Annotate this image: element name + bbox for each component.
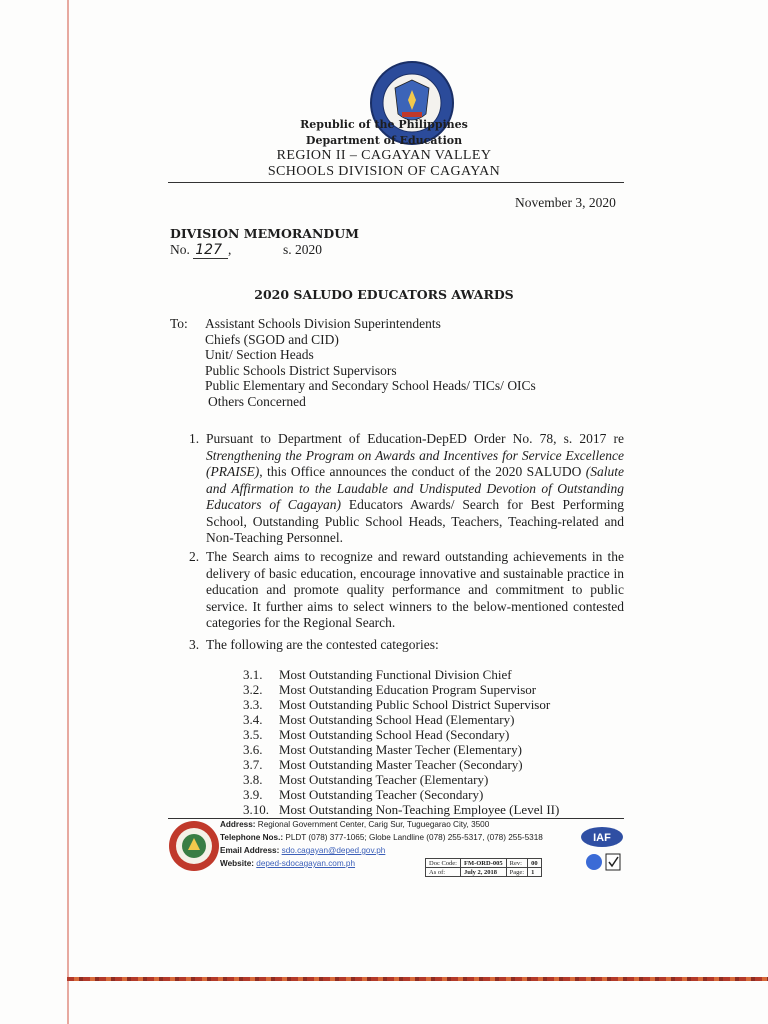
memo-date: November 3, 2020 bbox=[515, 195, 616, 210]
recipient-item: Assistant Schools Division Superintendents bbox=[205, 316, 441, 331]
category-item: 3.10. Most Outstanding Non-Teaching Employee (Level II) bbox=[243, 802, 560, 817]
bottom-decorative-stripe bbox=[67, 977, 768, 981]
memo-number-handwritten: 127 bbox=[193, 242, 228, 259]
doc-control-table: Doc Code: FM-ORD-005 Rev: 00 As of: July 2, 2018 Page: 1 bbox=[425, 858, 542, 877]
category-item: 3.4. Most Outstanding School Head (Elementary) bbox=[243, 712, 515, 727]
footer-address: Address: Regional Government Center, Carig Sur, Tuguegarao City, 3500 bbox=[220, 820, 490, 829]
division-line: SCHOOLS DIVISION OF CAGAYAN bbox=[267, 164, 501, 179]
footer-divider bbox=[168, 818, 624, 819]
recipient-item: Public Schools District Supervisors bbox=[205, 362, 397, 378]
certification-marks-icon bbox=[584, 852, 624, 872]
iaf-logo-text: IAF bbox=[593, 832, 611, 844]
website-link[interactable]: deped-sdocagayan.com.ph bbox=[256, 859, 356, 868]
footer-website: Website: deped-sdocagayan.com.ph bbox=[220, 859, 356, 868]
header-divider bbox=[168, 182, 624, 183]
email-link[interactable]: sdo.cagayan@deped.gov.ph bbox=[281, 846, 386, 855]
category-item: 3.8. Most Outstanding Teacher (Elementary) bbox=[243, 772, 489, 787]
category-item: 3.7. Most Outstanding Master Teacher (Secondary) bbox=[243, 757, 523, 772]
iaf-logo-icon bbox=[580, 826, 624, 848]
category-item: 3.5. Most Outstanding School Head (Secondary) bbox=[243, 727, 510, 742]
recipient-list bbox=[205, 316, 536, 409]
department-line: Department of Education bbox=[305, 134, 463, 147]
republic-line: Republic of the Philippines bbox=[300, 118, 468, 131]
footer-phone: Telephone Nos.: PLDT (078) 377-1065; Globe Landline (078) 255-5317, (078) 255-5318 bbox=[220, 833, 543, 842]
paragraph-3: The following are the contested categories: bbox=[206, 637, 439, 652]
paragraph-3-number: 3. bbox=[189, 637, 200, 652]
footer-email: Email Address: sdo.cagayan@deped.gov.ph bbox=[220, 846, 386, 855]
category-item: 3.6. Most Outstanding Master Techer (Elementary) bbox=[243, 742, 522, 757]
category-item: 3.9. Most Outstanding Teacher (Secondary) bbox=[243, 787, 484, 802]
recipient-item: Chiefs (SGOD and CID) bbox=[205, 331, 339, 347]
category-item: 3.1. Most Outstanding Functional Division Chief bbox=[243, 667, 512, 682]
paragraph-2: The Search aims to recognize and reward outstanding achievements in the delivery of basic education, encourage innovative and sustainable practice in education and promote quality performance and commitment to public service. It further aims to select winners to the below-mentioned contested categories for the Regional Search. bbox=[206, 549, 624, 630]
memo-number-line: No. 127 , bbox=[170, 242, 232, 258]
memo-type: DIVISION MEMORANDUM bbox=[170, 226, 359, 241]
category-item: 3.2. Most Outstanding Education Program Supervisor bbox=[243, 682, 537, 697]
region-line: REGION II – CAGAYAN VALLEY bbox=[276, 148, 492, 163]
recipient-item: Public Elementary and Secondary School Heads/ TICs/ OICs bbox=[205, 378, 536, 393]
to-label: To: bbox=[170, 316, 188, 331]
recipient-item: Unit/ Section Heads bbox=[205, 347, 314, 362]
paragraph-2-number: 2. bbox=[189, 549, 200, 564]
paragraph-1-number: 1. bbox=[189, 431, 200, 446]
paragraph-1: Pursuant to Department of Education-DepED Order No. 78, s. 2017 re Strengthening the Program on Awards and Incentives for Service Excellence (PRAISE), this Office announces the conduct of the 2020 SALUDO (Salute and Affirmation to the Laudable and Undisputed Devotion of Outstanding Educators of Cagayan) Educators Awards/ Search for Best Performing School, Outstanding Public School Heads, Teachers, Teaching-related and Non-Teaching Personnel. bbox=[206, 431, 624, 545]
recipient-item: Others Concerned bbox=[208, 393, 306, 409]
sdo-cagayan-logo-icon bbox=[168, 820, 220, 872]
memo-title: 2020 SALUDO EDUCATORS AWARDS bbox=[254, 287, 514, 302]
memo-no-label: No. bbox=[170, 242, 190, 257]
memo-series: s. 2020 bbox=[283, 242, 323, 257]
category-item: 3.3. Most Outstanding Public School District Supervisor bbox=[243, 697, 551, 712]
